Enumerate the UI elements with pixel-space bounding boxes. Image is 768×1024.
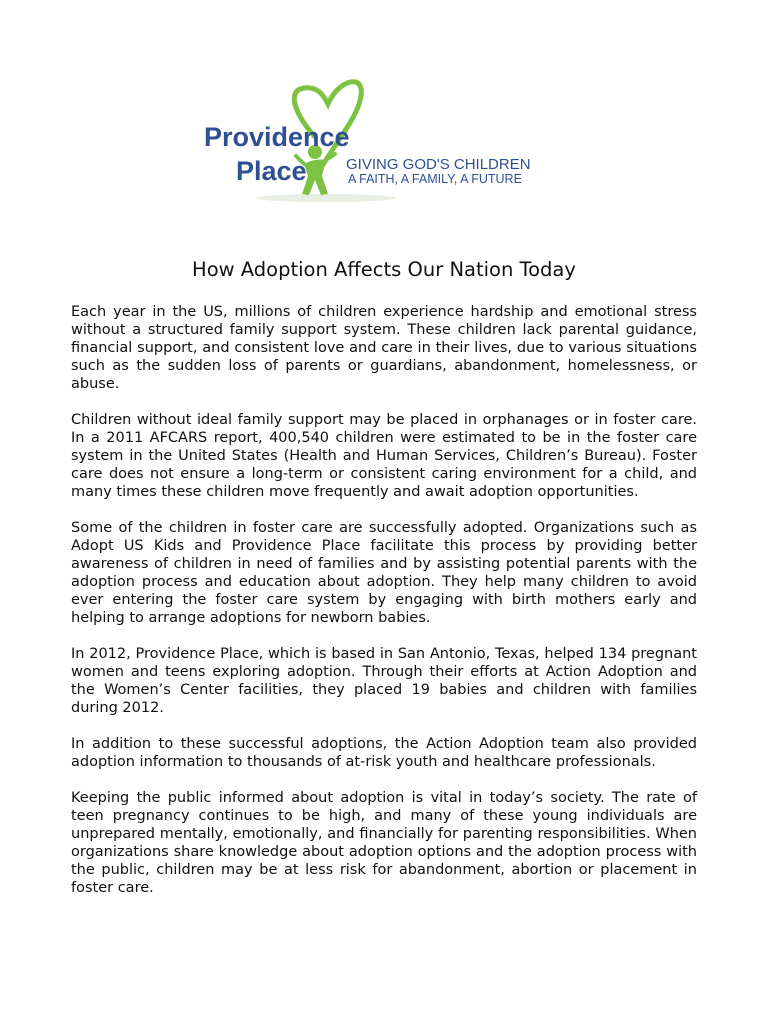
paragraph-5: In addition to these successful adoptions, the Action Adoption team also provided adoption information to thousands of at-risk youth and healthcare professionals. <box>71 736 697 770</box>
document-title: How Adoption Affects Our Nation Today <box>192 258 576 281</box>
paragraph-2: Children without ideal family support may be placed in orphanages or in foster care. In a 2011 AFCARS report, 400,540 children were estimated to be in the foster care system in the United States (Health and Human Services, Children’s Bureau). Foster care does not ensure a long-term or consistent caring environment for a child, and many times these children move frequently and await adoption opportunities. <box>71 412 697 500</box>
logo-tagline-line1: GIVING GOD'S CHILDREN <box>346 156 531 173</box>
paragraph-6: Keeping the public informed about adoption is vital in today’s society. The rate of teen pregnancy continues to be high, and many of these young individuals are unprepared mentally, emotionally, and financially for parenting responsibilities. When organizations share knowledge about adoption options and the adoption process with the public, children may be at less risk for abandonment, abortion or placement in foster care. <box>71 790 697 896</box>
logo-tagline-line2: A FAITH, A FAMILY, A FUTURE <box>348 172 522 186</box>
logo-name-line1: Providence <box>204 122 350 152</box>
paragraph-3: Some of the children in foster care are successfully adopted. Organizations such as Adopt US Kids and Providence Place facilitate this process by providing better awareness of children in need of families and by assisting potential parents with the adoption process and education about adoption. They help many children to avoid ever entering the foster care system by engaging with birth mothers early and helping to arrange adoptions for newborn babies. <box>71 520 697 626</box>
document-body <box>71 303 697 915</box>
paragraph-1: Each year in the US, millions of children experience hardship and emotional stress without a structured family support system. These children lack parental guidance, financial support, and consistent love and care in their lives, due to various situations such as the sudden loss of parents or guardians, abandonment, homelessness, or abuse. <box>71 304 697 392</box>
logo-shadow <box>256 194 396 202</box>
providence-place-logo <box>196 76 566 206</box>
paragraph-4: In 2012, Providence Place, which is based in San Antonio, Texas, helped 134 pregnant women and teens exploring adoption. Through their efforts at Action Adoption and the Women’s Center facilities, they placed 19 babies and children with families during 2012. <box>71 646 697 716</box>
logo-name-line2: Place <box>236 156 307 186</box>
